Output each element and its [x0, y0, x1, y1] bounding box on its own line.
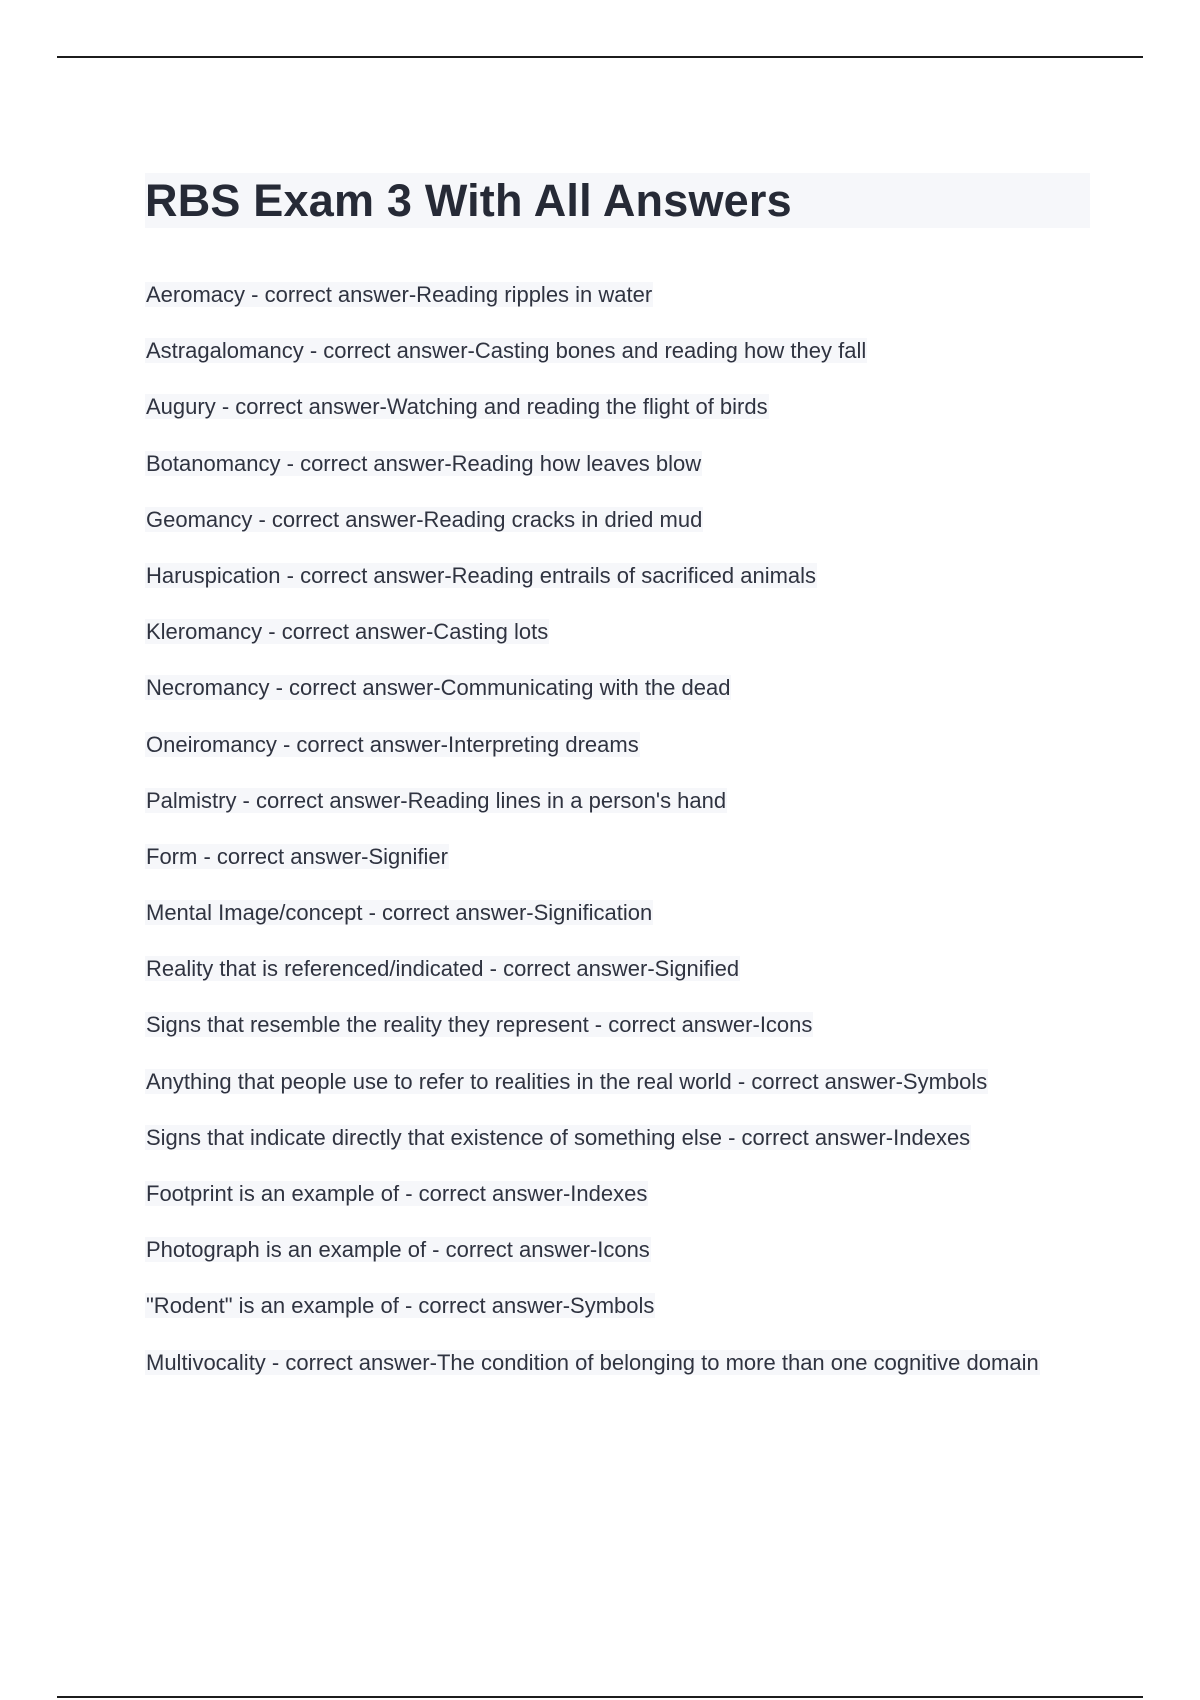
- qa-text: Aeromacy - correct answer-Reading ripples in water: [146, 282, 653, 307]
- qa-item: [145, 1349, 1090, 1377]
- qa-text: Footprint is an example of - correct answer-Indexes: [146, 1181, 648, 1206]
- document-body: [145, 173, 1090, 1375]
- qa-item: [145, 1180, 1090, 1208]
- qa-item: [145, 1068, 1090, 1096]
- qa-item: [145, 1124, 1090, 1152]
- qa-item: [145, 843, 1090, 871]
- qa-item: [145, 787, 1090, 815]
- qa-item: [145, 899, 1090, 927]
- qa-item: [145, 1236, 1090, 1264]
- qa-text: Signs that resemble the reality they represent - correct answer-Icons: [146, 1012, 813, 1038]
- qa-item: [145, 562, 1090, 590]
- qa-text: Augury - correct answer-Watching and reading the flight of birds: [146, 394, 768, 420]
- top-divider: [57, 56, 1143, 58]
- bottom-divider: [57, 1696, 1143, 1698]
- qa-text: Oneiromancy - correct answer-Interpreting dreams: [146, 731, 639, 757]
- qa-text: Photograph is an example of - correct answer-Icons: [146, 1237, 650, 1263]
- qa-item: [145, 731, 1090, 759]
- qa-item: [145, 618, 1090, 646]
- qa-text: "Rodent" is an example of - correct answer-Symbols: [146, 1293, 655, 1319]
- qa-item: [145, 450, 1090, 478]
- qa-item: [145, 955, 1090, 983]
- qa-text: Palmistry - correct answer-Reading lines in a person's hand: [146, 787, 727, 813]
- title-block: [145, 173, 1090, 228]
- qa-text: Haruspication - correct answer-Reading entrails of sacrificed animals: [146, 562, 817, 588]
- qa-item: [145, 1292, 1090, 1320]
- qa-item: [145, 337, 1090, 365]
- document-title: RBS Exam 3 With All Answers: [145, 175, 792, 226]
- qa-text: Reality that is referenced/indicated - correct answer-Signified: [146, 956, 740, 982]
- qa-text: Geomancy - correct answer-Reading cracks in dried mud: [146, 506, 703, 532]
- qa-text: Multivocality - correct answer-The condition of belonging to more than one cognitive domain: [146, 1349, 1039, 1375]
- qa-item: [145, 674, 1090, 702]
- qa-item: [145, 1011, 1090, 1039]
- qa-text: Botanomancy - correct answer-Reading how leaves blow: [146, 450, 702, 476]
- qa-item: [145, 393, 1090, 421]
- qa-text: Anything that people use to refer to realities in the real world - correct answer-Symbols: [146, 1068, 988, 1094]
- qa-item: [145, 281, 1090, 309]
- qa-text: Astragalomancy - correct answer-Casting bones and reading how they fall: [146, 338, 867, 364]
- qa-text: Mental Image/concept - correct answer-Signification: [146, 900, 653, 926]
- qa-text: Necromancy - correct answer-Communicating with the dead: [146, 675, 731, 701]
- qa-text: Kleromancy - correct answer-Casting lots: [146, 619, 549, 645]
- qa-list: [145, 281, 1090, 1405]
- qa-text: Signs that indicate directly that existence of something else - correct answer-Indexes: [146, 1124, 971, 1150]
- qa-item: [145, 506, 1090, 534]
- qa-text: Form - correct answer-Signifier: [146, 843, 448, 869]
